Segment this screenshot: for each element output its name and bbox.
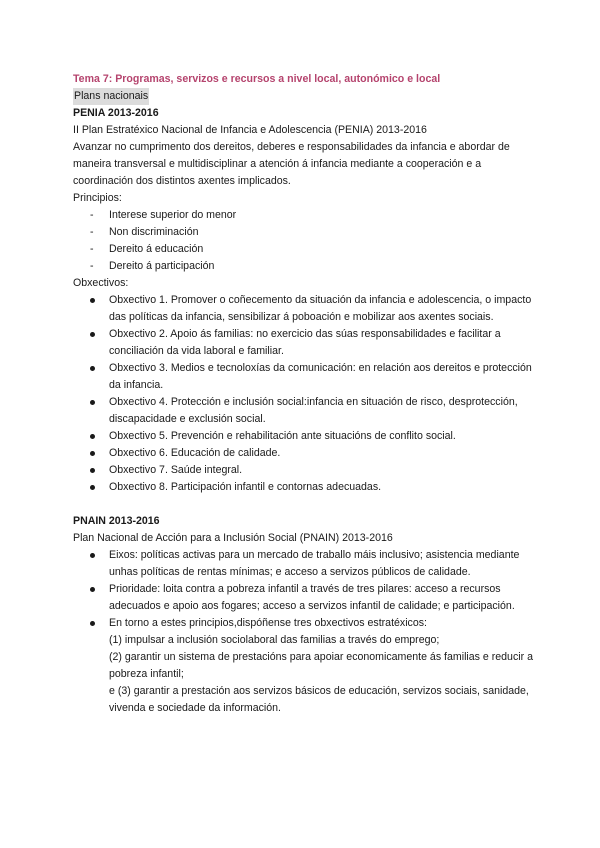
list-item <box>73 326 543 360</box>
list-item <box>73 292 543 326</box>
objective-text: Obxectivo 8. Participación infantil e contornas adecuadas. <box>109 481 382 493</box>
document-content <box>73 71 543 717</box>
objective-text: Obxectivo 3. Medios e tecnoloxías da comunicación: en relación aos dereitos e protección da infancia. <box>109 362 532 391</box>
blank-line <box>73 496 543 513</box>
list-item: - Dereito á educación <box>73 241 543 258</box>
list-item <box>73 445 543 462</box>
list-item <box>73 360 543 394</box>
pnain-item-intro: En torno a estes principios,dispóñense tres obxectivos estratéxicos: <box>109 617 427 629</box>
principles-label: Principios: <box>73 192 122 204</box>
bullet-icon <box>90 298 95 303</box>
objective-text: Obxectivo 2. Apoio ás familias: no exercicio das súas responsabilidades e facilitar a conciliación da vida laboral e familiar. <box>109 328 501 357</box>
bullet-icon <box>90 332 95 337</box>
objectives-list <box>73 292 543 496</box>
list-item <box>73 428 543 445</box>
list-item <box>73 581 543 615</box>
objective-text: Obxectivo 6. Educación de calidade. <box>109 447 281 459</box>
objective-text: Obxectivo 1. Promover o coñecemento da situación da infancia e adolescencia, o impacto das políticas da infancia, sensibilizar á poboación e mobilizar aos axentes sociais. <box>109 294 532 323</box>
pnain-item-text: Prioridade: loita contra a pobreza infantil a través de tres pilares: acceso a recursos adecuados e apoio aos fogares; acceso a servizos infantil de calidade; e participación. <box>109 583 515 612</box>
penia-subtitle: II Plan Estratéxico Nacional de Infancia e Adolescencia (PENIA) 2013-2016 <box>73 124 427 136</box>
penia-intro: Avanzar no cumprimento dos dereitos, deberes e responsabilidades da infancia e abordar de maneira transversal e multidisciplinar a atención á infancia mediante a cooperación e a coordinación dos distintos axentes implicados. <box>73 141 510 187</box>
principles-list <box>73 207 543 275</box>
list-item: - Dereito á participación <box>73 258 543 275</box>
list-item <box>73 462 543 479</box>
list-item: - Interese superior do menor <box>73 207 543 224</box>
pnain-objective-line: (1) impulsar a inclusión sociolaboral das familias a través do emprego; <box>109 634 440 646</box>
bullet-icon <box>90 366 95 371</box>
pnain-item-text: Eixos: políticas activas para un mercado de traballo máis inclusivo; asistencia mediante unhas políticas de rentas mínimas; e acceso a servizos públicos de calidade. <box>109 549 520 578</box>
pnain-heading: PNAIN 2013-2016 <box>73 515 160 527</box>
list-item <box>73 394 543 428</box>
list-item <box>73 547 543 581</box>
pnain-list <box>73 547 543 717</box>
bullet-icon <box>90 621 95 626</box>
document-title: Tema 7: Programas, servizos e recursos a nivel local, autonómico e local <box>73 73 441 85</box>
pnain-subtitle: Plan Nacional de Acción para a Inclusión Social (PNAIN) 2013-2016 <box>73 532 393 544</box>
penia-heading: PENIA 2013-2016 <box>73 107 159 119</box>
bullet-icon <box>90 400 95 405</box>
list-item <box>73 615 543 717</box>
section-label-wrapper <box>73 88 543 105</box>
objective-text: Obxectivo 4. Protección e inclusión social:infancia en situación de risco, desprotección, discapacidade e exclusión social. <box>109 396 518 425</box>
bullet-icon <box>90 553 95 558</box>
objectives-label: Obxectivos: <box>73 277 129 289</box>
bullet-icon <box>90 485 95 490</box>
pnain-objective-line: (2) garantir un sistema de prestacións para apoiar economicamente ás familias e reducir a pobreza infantil; <box>109 651 533 680</box>
pnain-objective-line: e (3) garantir a prestación aos servizos básicos de educación, servizos sociais, sanidade, vivenda e sociedade da información. <box>109 685 529 714</box>
objective-text: Obxectivo 5. Prevención e rehabilitación ante situacións de conflito social. <box>109 430 456 442</box>
bullet-icon <box>90 434 95 439</box>
bullet-icon <box>90 587 95 592</box>
list-item <box>73 479 543 496</box>
bullet-icon <box>90 451 95 456</box>
section-label: Plans nacionais <box>73 88 149 105</box>
bullet-icon <box>90 468 95 473</box>
objective-text: Obxectivo 7. Saúde integral. <box>109 464 243 476</box>
list-item: - Non discriminación <box>73 224 543 241</box>
